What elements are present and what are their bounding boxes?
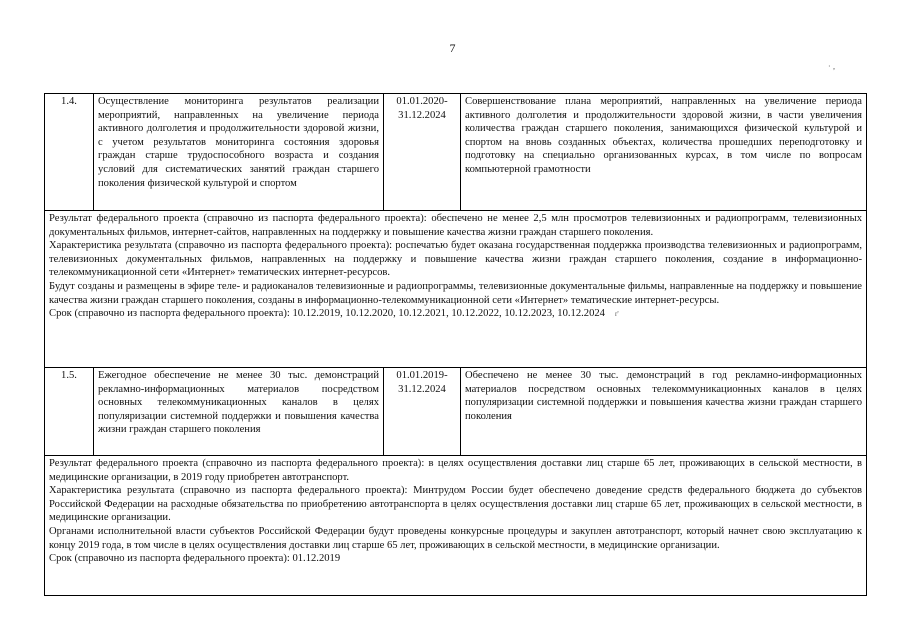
item-number: 1.4. (45, 94, 94, 211)
deadline-line (49, 307, 862, 322)
scan-mark: r' (614, 310, 619, 319)
plan-table (44, 93, 867, 596)
federal-result: Результат федерального проекта (справочно из паспорта федерального проекта): обеспечено не менее 2,5 млн просмотров телевизионных и радиопрограмм, телевизионных документальных фильмов, интернет-сайтов, направленных на поддержку и повышение качества жизни граждан старшего поколения. (49, 213, 862, 238)
deadline-text: Срок (справочно из паспорта федерального проекта): 01.12.2019 (49, 553, 341, 565)
activity-text: Осуществление мониторинга результатов реализации мероприятий, направленных на увеличение периода активного долголетия и продолжительности здоровой жизни, с учетом результатов мониторинга состояния здоровья граждан старше трудоспособного возраста и создания условий для систематических занятий граждан старшего поколения физической культурой и спортом (94, 94, 384, 211)
result-characteristic: Характеристика результата (справочно из паспорта федерального проекта): Минтрудом России будет обеспечено доведение средств федерального бюджета до субъектов Российской Федерации на расходные обязательства по приобретению автотранспорта в целях осуществления доставки лиц старше 65 лет, проживающих в сельской местности, в медицинские организации. (49, 485, 862, 524)
activity-text: Ежегодное обеспечение не менее 30 тыс. демонстраций рекламно-информационных материалов посредством основных телекоммуникационных каналов в целях популяризации системной поддержки и повышения качества жизни граждан старшего поколения (94, 368, 384, 456)
result-characteristic: Характеристика результата (справочно из паспорта федерального проекта): роспечатью будет оказана государственная поддержка производства телевизионных и радиопрограмм, телевизионных документальных фильмов, направленных на поддержку и повышение качества жизни граждан старшего поколения, создание в информационно-телекоммуникационной сети «Интернет» тематических интернет-ресурсов. (49, 240, 862, 279)
federal-summary (45, 456, 867, 596)
result-text: Обеспечено не менее 30 тыс. демонстраций в год рекламно-информационных материалов посредством основных телекоммуникационных каналов в целях популяризации системной поддержки и повышения качества жизни граждан старшего поколения (461, 368, 867, 456)
table-row (45, 368, 867, 456)
additional-info: Органами исполнительной власти субъектов Российской Федерации будут проведены конкурсные процедуры и закуплен автотранспорт, который начнет свою эксплуатацию к концу 2019 года, в том числе в целях осуществления доставки лиц старше 65 лет, проживающих в сельской местности, в медицинские организации. (49, 525, 862, 551)
federal-result: Результат федерального проекта (справочно из паспорта федерального проекта): в целях осуществления доставки лиц старше 65 лет, проживающих в сельской местности, в медицинские организации, в 2019 году приобретен автотранспорт. (49, 458, 862, 483)
federal-summary-row (45, 211, 867, 368)
deadline-text: Срок (справочно из паспорта федерального проекта): 10.12.2019, 10.12.2020, 10.12.2021, 10.12.2022, 10.12.2023, 10.12.2024 (49, 308, 605, 320)
table-row (45, 94, 867, 211)
page-number: 7 (449, 41, 456, 55)
period-dates: 01.01.2020-31.12.2024 (384, 94, 461, 211)
additional-info: Будут созданы и размещены в эфире теле- и радиоканалов телевизионные и радиопрограммы, телевизионные документальные фильмы, направленные на поддержку и повышение качества жизни граждан старшего поколения, созданы в информационно-телекоммуникационной сети «Интернет» тематические интернет-ресурсы. (49, 280, 862, 306)
period-dates: 01.01.2019-31.12.2024 (384, 368, 461, 456)
federal-summary-row (45, 456, 867, 596)
result-text: Совершенствование плана мероприятий, направленных на увеличение периода активного долголетия и продолжительности здоровой жизни, в части увеличения количества граждан старшего поколения, занимающихся физической культурой и спортом на вновь созданных объектах, количества прошедших переподготовку и подготовку на специально организованных курсах, в том числе по вопросам компьютерной грамотности (461, 94, 867, 211)
item-number: 1.5. (45, 368, 94, 456)
scan-mark: · ‚ (828, 62, 836, 71)
federal-summary (45, 211, 867, 368)
